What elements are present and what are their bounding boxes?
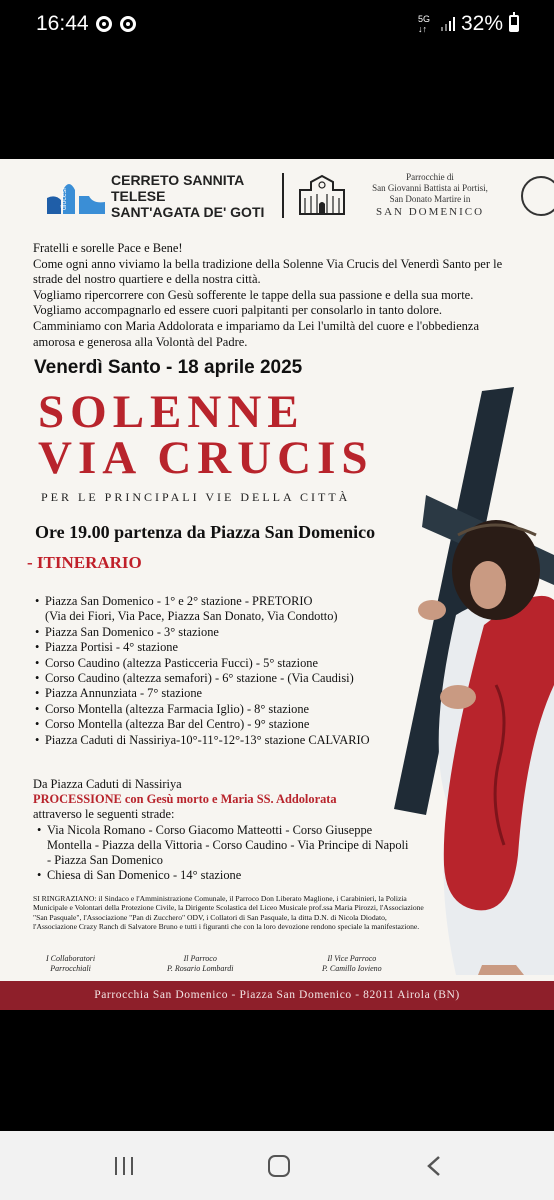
parish-name: SAN DOMENICO: [375, 206, 485, 218]
title-via-crucis: VIA CRUCIS: [38, 432, 374, 484]
thanks-text: SI RINGRAZIANO: il Sindaco e l'Amministrazione Comunale, il Parroco Don Liberato Maglione, i Carabinieri, la Polizia Municipale e Volontari della Protezione Civile, la Dirigente Scolastica del Liceo Musicale prof.ssa Maria Pirozzi, l'Associazione "San Pasquale", l'Associazione "Pan di Zucchero" ODV, i Collatori di San Pasquale, la ditta D.N. di Nicola Diodato, l'Associazione Crazy Ranch di Salvatore Bruno e tutti i figuranti che con la loro devozione rendono speciale la manifestazione.: [33, 894, 424, 932]
list-item: [32, 640, 412, 655]
list-item: • Via Nicola Romano - Corso Giacomo Matteotti - Corso Giuseppe Montella - Piazza della Vittoria - Corso Caudino - Via Principe di Napoli - Piazza San Domenico: [33, 823, 413, 869]
parish-line: San Donato Martire in: [389, 194, 471, 204]
signature-role: Il Vice Parroco: [327, 954, 377, 963]
list-item: [32, 717, 412, 732]
procession-from: Da Piazza Caduti di Nassiriya: [33, 777, 182, 791]
signature-vice-parroco: [322, 954, 382, 974]
list-item: [32, 671, 412, 686]
intro-line: Camminiamo con Maria Addolorata e impariamo da Lei l'umiltà del cuore e l'obbedienza: [33, 318, 480, 333]
procession-block: [33, 777, 413, 883]
signature-role: I Collaboratori: [46, 954, 96, 963]
intro-line: Fratelli e sorelle Pace e Bene!: [33, 241, 183, 255]
intro-text: [33, 241, 554, 350]
list-item: [32, 594, 412, 625]
jesus-cross-illustration: [386, 385, 554, 980]
diocese-logo-text: diocesi: [61, 188, 68, 210]
order-seal-icon: [521, 176, 554, 216]
intro-line: Come ogni anno viviamo la bella tradizione della Solenne Via Crucis del Venerdì Santo per le: [33, 256, 503, 271]
signature-name: P. Rosario Lombardi: [167, 964, 234, 973]
signature-name: P. Camillo Iovieno: [322, 964, 382, 973]
diocese-line: CERRETO SANNITA: [111, 172, 245, 188]
intro-line: Vogliamo ripercorrere con Gesù sofferente le tappe della sua passione e della sua morte.: [33, 287, 474, 302]
parish-block: [352, 172, 508, 218]
diocese-logo: [43, 176, 105, 216]
signal-icon: [441, 17, 455, 31]
station-text: Piazza Annunziata - 7° stazione: [45, 686, 203, 701]
diocese-line: TELESE: [111, 188, 166, 204]
procession-title: PROCESSIONE con Gesù morto e Maria SS. Addolorata: [33, 792, 337, 807]
navigation-bar: [0, 1131, 554, 1200]
list-item: [32, 656, 412, 671]
header-divider: [282, 173, 284, 218]
list-item: • Chiesa di San Domenico - 14° stazione: [33, 868, 413, 883]
signature-name: Parrocchiali: [50, 964, 91, 973]
status-bar: [0, 0, 554, 50]
station-text: Corso Montella (altezza Bar del Centro) - 9° stazione: [45, 717, 310, 732]
station-text: Piazza San Domenico - 1° e 2° stazione - PRETORIO: [45, 594, 313, 608]
signature-parroco: [167, 954, 233, 974]
parish-line: Parrocchie di: [406, 172, 454, 182]
church-logo: [297, 174, 347, 216]
diocese-name: [111, 172, 264, 220]
list-item: [32, 686, 412, 701]
back-button[interactable]: [427, 1156, 441, 1176]
status-time: 16:44: [36, 12, 89, 35]
network-type: 5G: [418, 14, 431, 24]
home-button[interactable]: [268, 1155, 290, 1177]
date-heading: Venerdì Santo - 18 aprile 2025: [34, 357, 303, 378]
itinerary-heading: - ITINERARIO: [27, 553, 142, 572]
station-text: Corso Caudino (altezza Pasticceria Fucci) - 5° stazione: [45, 655, 318, 670]
departure-time: Ore 19.00 partenza da Piazza San Domenico: [35, 522, 376, 542]
intro-line: amorosa e generosa alla Volontà del Padre.: [33, 334, 248, 349]
battery-percent: 32%: [461, 12, 504, 35]
station-text: Piazza Portisi - 4° stazione: [45, 640, 178, 655]
station-text: Corso Montella (altezza Farmacia Iglio) - 8° stazione: [45, 701, 310, 716]
intro-line: Vogliamo accompagnarlo ed essere cuori palpitanti per consolarlo in tanto dolore.: [33, 303, 443, 318]
signature-collaborators: [46, 954, 95, 974]
station-sub: (Via dei Fiori, Via Pace, Piazza San Donato, Via Condotto): [45, 609, 338, 624]
signature-role: Il Parroco: [183, 954, 217, 963]
network-type-label: [418, 14, 430, 34]
procession-through: attraverso le seguenti strade:: [33, 807, 175, 822]
network-activity: ↓↑: [418, 24, 427, 34]
recent-apps-button[interactable]: [114, 1157, 134, 1175]
poster-image[interactable]: [0, 159, 554, 1010]
battery-icon: [509, 15, 519, 32]
intro-line: strade del nostro quartiere e della nostra città.: [33, 272, 261, 287]
title-solenne: SOLENNE: [38, 386, 305, 438]
list-item: [32, 702, 412, 717]
list-item: [32, 733, 412, 748]
chrome-icon: [120, 16, 136, 32]
chrome-icon: [96, 16, 112, 32]
stations-list: [32, 594, 412, 748]
list-item: [32, 625, 412, 640]
parish-line: San Giovanni Battista ai Portisi,: [372, 183, 488, 193]
station-text: Piazza San Domenico - 3° stazione: [45, 624, 219, 639]
station-text: Corso Caudino (altezza semafori) - 6° stazione - (Via Caudisi): [45, 671, 354, 686]
station-text: Piazza Caduti di Nassiriya-10°-11°-12°-13° stazione CALVARIO: [45, 732, 370, 747]
subtitle: PER LE PRINCIPALI VIE DELLA CITTÀ: [41, 490, 351, 504]
footer-band: Parrocchia San Domenico - Piazza San Domenico - 82011 Airola (BN): [0, 981, 554, 1010]
diocese-line: SANT'AGATA DE' GOTI: [111, 204, 265, 220]
